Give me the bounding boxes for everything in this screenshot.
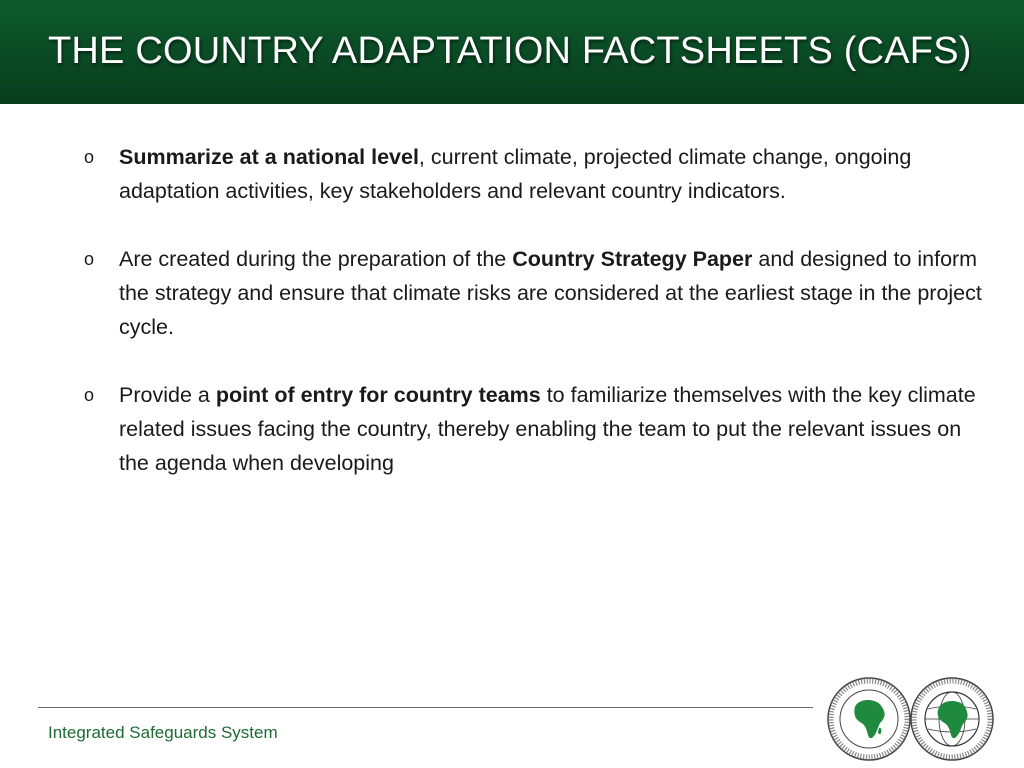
bullet-text: [119, 145, 911, 203]
bullet-marker: o: [84, 147, 95, 167]
bullet-bold-text: Country Strategy Paper: [512, 247, 753, 271]
bullet-item: [84, 378, 989, 480]
bullet-bold-text: Summarize at a national level: [119, 145, 419, 169]
bullet-item: [84, 242, 989, 344]
bullet-marker: o: [84, 385, 95, 405]
afdb-bank-seal-logo: [828, 678, 910, 760]
bullet-text: [119, 247, 982, 339]
afdb-logos: [826, 676, 996, 762]
bullet-bold-text: point of entry for country teams: [215, 383, 541, 407]
bullet-marker: o: [84, 249, 95, 269]
afdf-fund-seal-logo: [911, 678, 993, 760]
bullet-body-text: Provide a: [119, 383, 216, 407]
bullet-body-text: Are created during the preparation of the: [119, 247, 513, 271]
footer-divider: [38, 707, 813, 708]
bullet-body-text: and designed to inform the strategy and ensure that climate risks are considered at the earliest stage in the project cycle.: [119, 247, 982, 339]
title-bar: [0, 0, 1024, 104]
bullet-body-text: , current climate, projected climate change, ongoing adaptation activities, key stakeholders and relevant country indicators.: [119, 145, 912, 203]
bullet-list: [84, 140, 989, 514]
bullet-text: [119, 383, 976, 475]
bullet-body-text: to familiarize themselves with the key climate related issues facing the country, thereby enabling the team to put the relevant issues on the agenda when developing: [119, 383, 976, 475]
footer-label: Integrated Safeguards System: [48, 723, 278, 742]
slide-title: THE COUNTRY ADAPTATION FACTSHEETS (CAFS): [48, 30, 972, 72]
bullet-item: [84, 140, 989, 208]
